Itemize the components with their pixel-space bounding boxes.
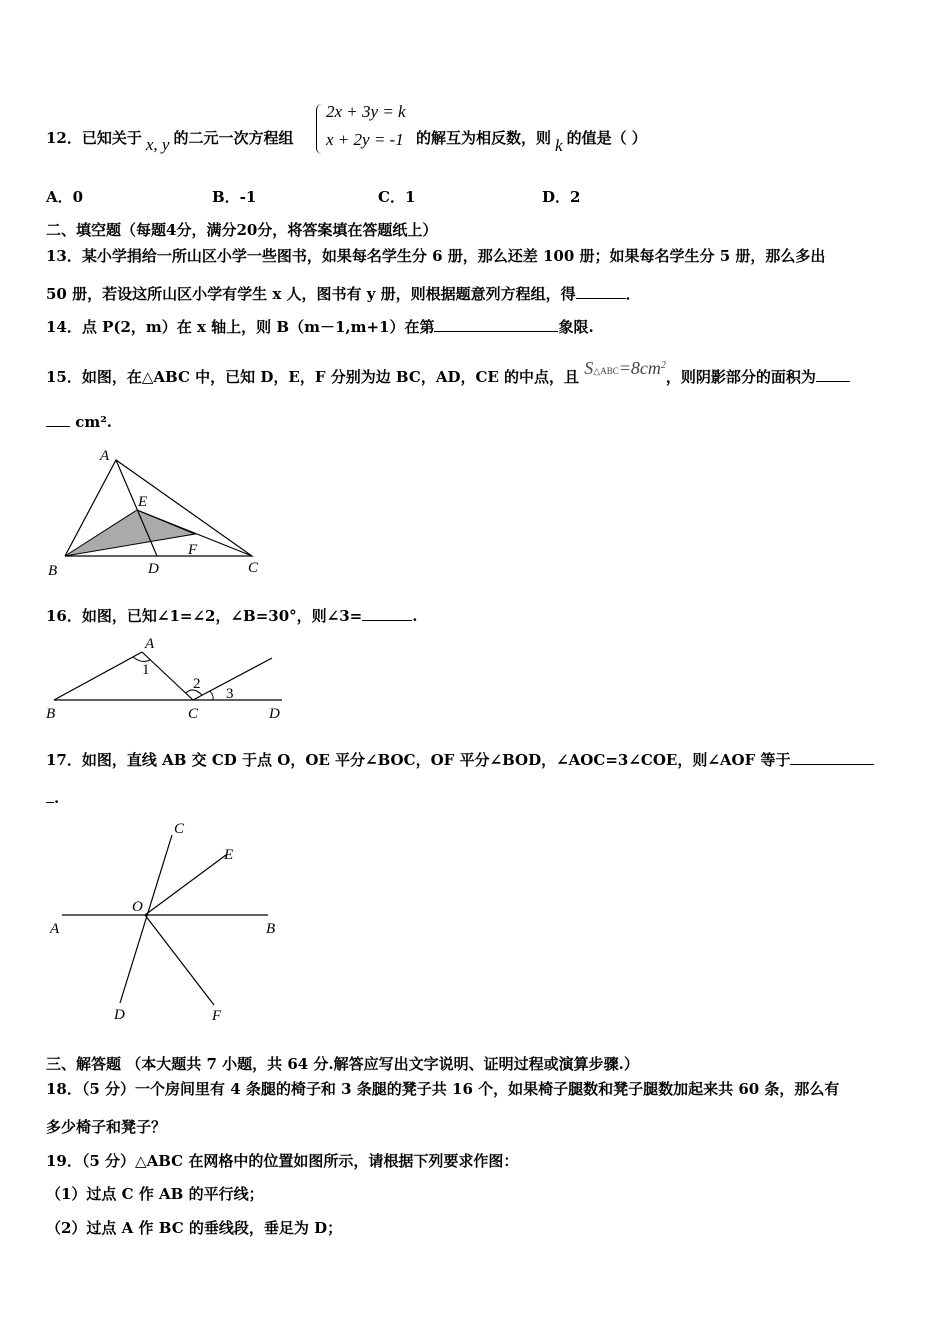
figure-16 [40, 630, 300, 726]
label-d: D [269, 706, 280, 722]
formula-sub: △ABC [593, 366, 619, 376]
formula-s: S [584, 358, 594, 378]
label-a: A [145, 636, 155, 652]
q16-end: . [412, 607, 418, 625]
label-b: B [48, 563, 58, 579]
label-a: A [100, 448, 110, 464]
label-f: F [212, 1008, 222, 1024]
q14-line [46, 317, 594, 337]
section-3-heading: 三、解答题 （本大题共 7 小题，共 64 分.解答应写出文字说明、证明过程或演算步骤.） [46, 1055, 639, 1073]
q15-text-2: ，则阴影部分的面积为 [665, 368, 816, 386]
q15-answer-blank [816, 367, 850, 382]
line-cd [120, 835, 172, 1003]
section-2-heading: 二、填空题（每题4分，满分20分，将答案填在答题纸上） [46, 221, 438, 239]
q15-line-2 [46, 412, 112, 432]
q13-answer-blank [576, 284, 626, 299]
q18-line-2: 多少椅子和凳子？ [46, 1118, 167, 1136]
q15-unit: cm². [75, 413, 113, 431]
q16-text: 16．如图，已知∠1=∠2，∠B=30°，则∠3= [46, 607, 363, 625]
label-a: A [50, 921, 60, 937]
label-angle-2: 2 [193, 676, 201, 692]
q12-line [46, 128, 294, 154]
shaded-triangle [65, 510, 195, 556]
option-b: B．-1 [212, 188, 257, 206]
q17-line-1 [46, 750, 874, 770]
q15-line-1 [46, 358, 850, 389]
q19-line-3: （2）过点 A 作 BC 的垂线段，垂足为 D； [46, 1219, 343, 1237]
q15-answer-blank-cont [46, 412, 70, 427]
q18-line-1: 18．（5 分）一个房间里有 4 条腿的椅子和 3 条腿的凳子共 16 个，如果椅子腿数和凳子腿数加起来共 60 条，那么有 [46, 1080, 840, 1098]
formula-sup: 2 [660, 360, 666, 371]
label-o: O [132, 899, 143, 915]
q16-line [46, 606, 417, 626]
q15-text: 15．如图，在△ABC 中，已知 D，E，F 分别为边 BC，AD，CE 的中点，且 [46, 368, 580, 386]
label-d: D [114, 1007, 125, 1023]
q13-line-2 [46, 284, 641, 304]
q12-vars: x, y [145, 135, 170, 154]
label-c: C [248, 560, 259, 576]
q12-tail [416, 128, 647, 155]
q12-suffix: 的解互为相反数，则 [416, 129, 552, 147]
label-c: C [174, 821, 185, 837]
q17-answer-blank-cont [46, 788, 54, 803]
q17-text: 17．如图，直线 AB 交 CD 于点 O，OE 平分∠BOC，OF 平分∠BOD，∠AOC=3∠COE，则∠AOF 等于 [46, 751, 791, 769]
q13-line-1: 13．某小学捐给一所山区小学一些图书，如果每名学生分 6 册，那么还差 100 册；如果每名学生分 5 册，那么多出 [46, 247, 826, 265]
label-e: E [224, 847, 234, 863]
equation-1: 2x + 3y = k [326, 102, 406, 121]
figure-15 [40, 444, 280, 584]
q13-end: ． [625, 285, 641, 303]
figure-17 [40, 815, 300, 1030]
option-d: D．2 [542, 188, 581, 206]
q14-end: 象限. [558, 318, 594, 336]
equation-2: x + 2y = -1 [326, 130, 404, 149]
segment-ba [54, 652, 142, 700]
label-b: B [46, 706, 56, 722]
equation-system [316, 102, 412, 156]
brace-icon [316, 104, 323, 154]
angle-3-arc [210, 691, 213, 700]
q12-k: k [555, 136, 563, 155]
ray-of [145, 915, 214, 1005]
q12-prefix: 12．已知关于 [46, 129, 142, 147]
q14-answer-blank [434, 317, 558, 332]
segment-ac [142, 652, 193, 700]
q17-line-2 [46, 788, 59, 808]
label-c: C [188, 706, 199, 722]
q17-end: . [54, 789, 60, 807]
q12-end: 的值是（ ） [566, 129, 647, 147]
q14-text: 14．点 P(2，m）在 x 轴上，则 B（m－1,m+1）在第 [46, 318, 435, 336]
q17-answer-blank [790, 750, 874, 765]
label-b: B [266, 921, 276, 937]
area-formula [584, 358, 666, 378]
q13-text: 50 册，若设这所山区小学有学生 x 人，图书有 y 册，则根据题意列方程组，得 [46, 285, 576, 303]
label-angle-1: 1 [142, 662, 150, 678]
q16-answer-blank [362, 606, 412, 621]
option-c: C．1 [378, 188, 416, 206]
q19-line-1: 19．（5 分）△ABC 在网格中的位置如图所示，请根据下列要求作图： [46, 1152, 519, 1170]
option-a: A．0 [46, 188, 84, 206]
label-e: E [138, 494, 148, 510]
label-d: D [148, 561, 159, 577]
q19-line-2: （1）过点 C 作 AB 的平行线； [46, 1185, 264, 1203]
formula-value: =8cm [618, 358, 661, 378]
label-f: F [188, 542, 198, 558]
label-angle-3: 3 [226, 686, 234, 702]
q12-mid: 的二元一次方程组 [173, 129, 294, 147]
